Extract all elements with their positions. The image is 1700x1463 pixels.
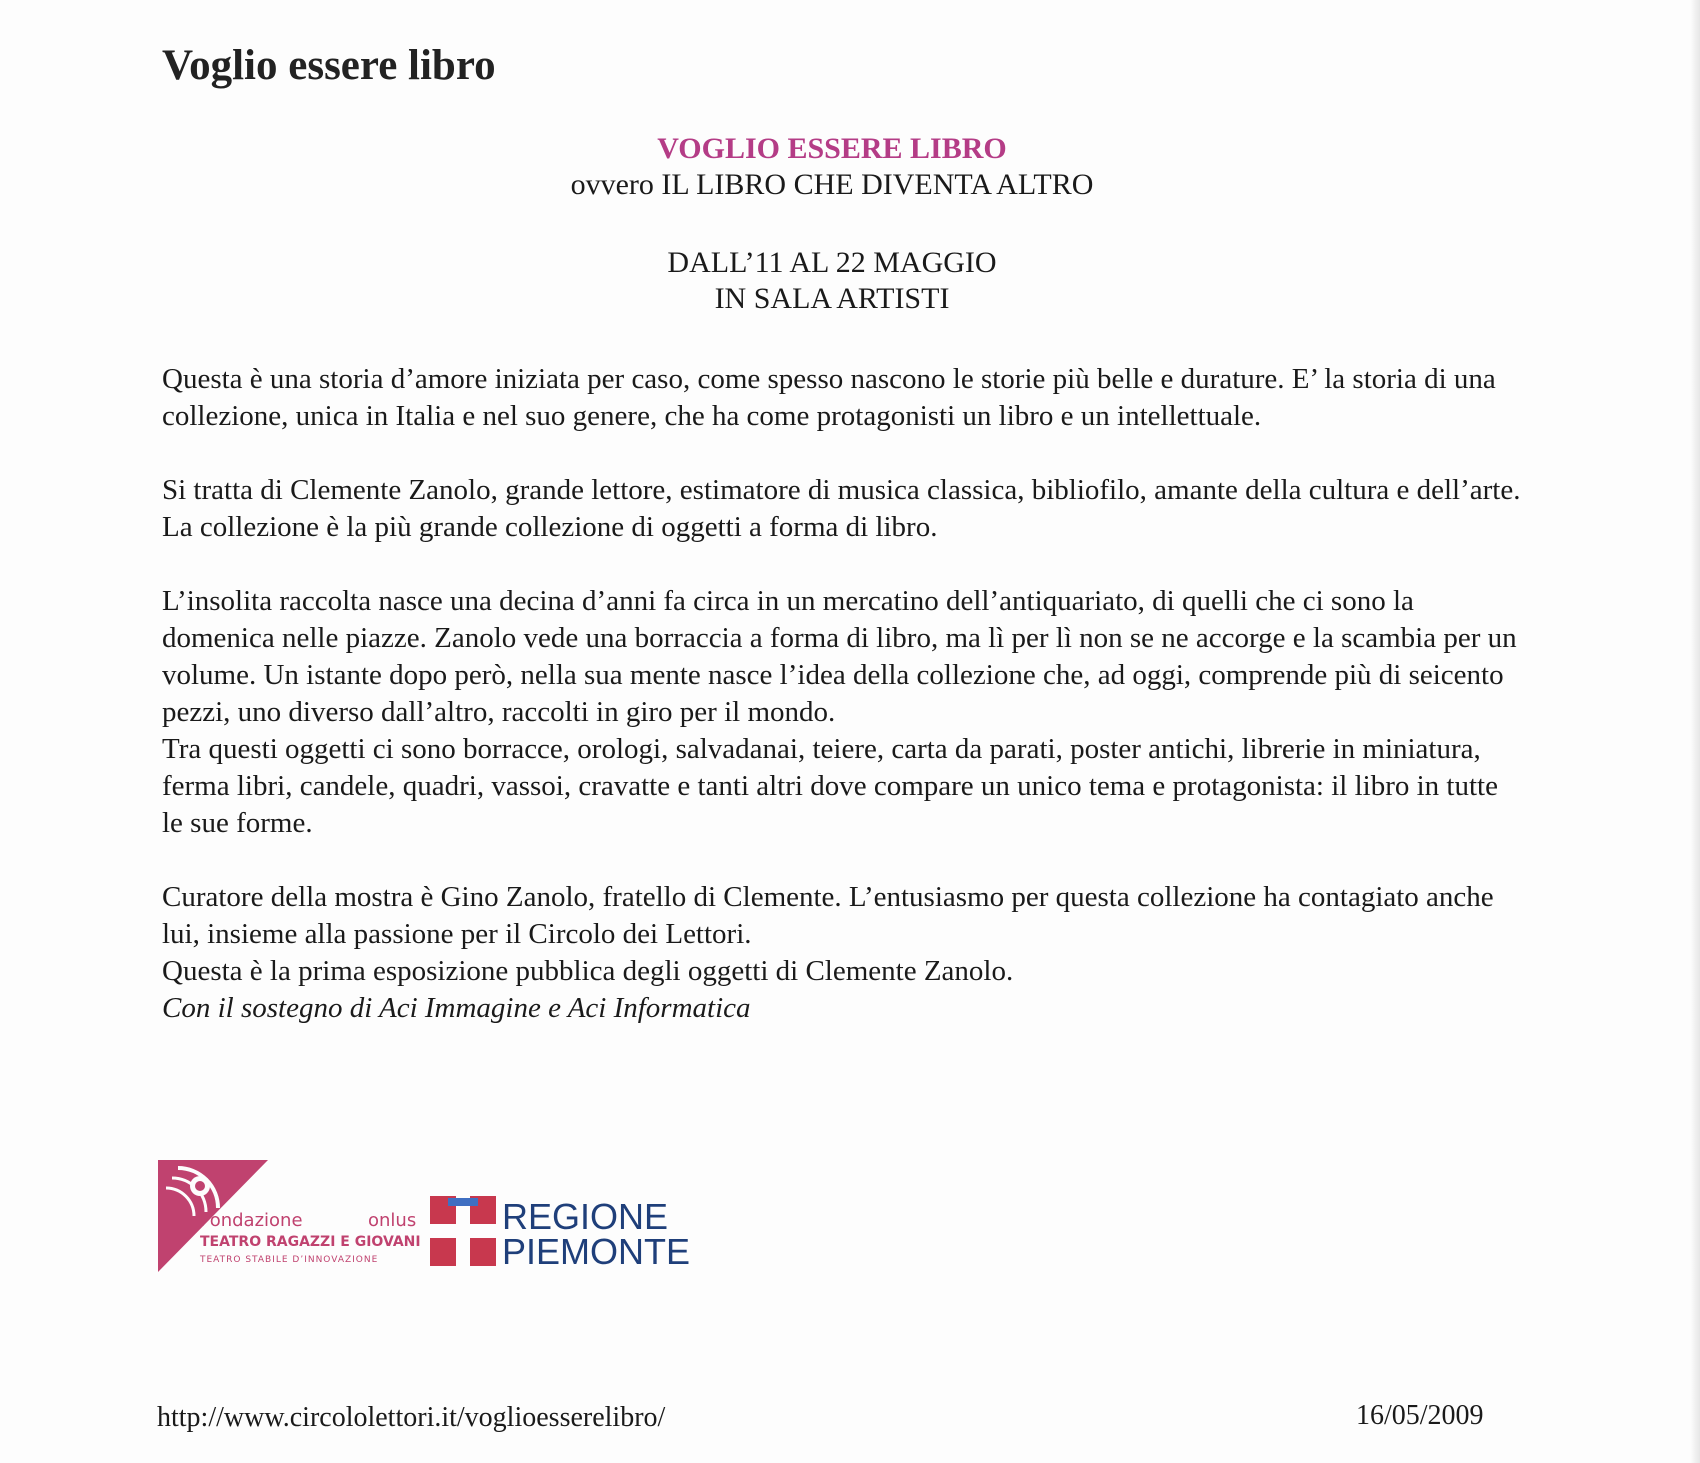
event-venue: IN SALA ARTISTI bbox=[714, 282, 950, 315]
regione-label: REGIONE bbox=[502, 1196, 669, 1237]
paragraph-intro: Questa è una storia d’amore iniziata per caso, come spesso nascono le storie più belle e durature. E’ la storia di una collezione, unica in Italia e nel suo genere, che ha come protagonisti un libro e un intellettuale. bbox=[162, 363, 1496, 432]
paragraph-exhibition: Questa è la prima esposizione pubblica degli oggetti di Clemente Zanolo. bbox=[162, 955, 1014, 987]
regione-flag-icon bbox=[430, 1196, 496, 1266]
paragraph-collector: Si tratta di Clemente Zanolo, grande lettore, estimatore di musica classica, bibliofilo, amante della cultura e dell’arte. La collezione è la più grande collezione di oggetti a forma di libro. bbox=[162, 474, 1521, 543]
sponsor-credit: Con il sostegno di Aci Immagine e Aci Informatica bbox=[162, 992, 751, 1024]
article-body bbox=[162, 361, 1522, 1027]
paragraph-curator: Curatore della mostra è Gino Zanolo, fratello di Clemente. L’entusiasmo per questa collezione ha contagiato anche lui, insieme alla passione per il Circolo dei Lettori. bbox=[162, 881, 1494, 950]
event-title: VOGLIO ESSERE LIBRO bbox=[657, 132, 1007, 165]
fondazione-tagline: TEATRO STABILE D’INNOVAZIONE bbox=[200, 1255, 379, 1265]
event-dates: DALL’11 AL 22 MAGGIO bbox=[667, 246, 997, 279]
paragraph-origin: L’insolita raccolta nasce una decina d’anni fa circa in un mercatino dell’antiquariato, di quelli che ci sono la domenica nelle piazze. Zanolo vede una borraccia a forma di libro, ma lì per lì non se ne accorge e la scambia per un volume. Un istante dopo però, nella sua mente nasce l’idea della collezione che, ad oggi, comprende più di seicento pezzi, uno diverso dall’altro, raccolti in giro per il mondo. bbox=[162, 585, 1517, 728]
fondazione-logo bbox=[158, 1160, 424, 1272]
page-edge-shadow bbox=[1690, 0, 1700, 1463]
paragraph-objects: Tra questi oggetti ci sono borracce, orologi, salvadanai, teiere, carta da parati, poster antichi, librerie in miniatura, ferma libri, candele, quadri, vassoi, cravatte e tanti altri dove compare un unico tema e protagonista: il libro in tutte le sue forme. bbox=[162, 733, 1498, 839]
source-url: http://www.circololettori.it/voglioesserelibro/ bbox=[157, 1402, 666, 1433]
fondazione-name: TEATRO RAGAZZI E GIOVANI bbox=[200, 1234, 421, 1250]
regione-piemonte-logo bbox=[430, 1196, 691, 1272]
event-subtitle: ovvero IL LIBRO CHE DIVENTA ALTRO bbox=[570, 168, 1094, 201]
print-date: 16/05/2009 bbox=[1356, 1400, 1484, 1431]
piemonte-label: PIEMONTE bbox=[502, 1231, 691, 1272]
fondazione-onlus: onlus bbox=[368, 1210, 417, 1231]
page-title: Voglio essere libro bbox=[162, 42, 496, 89]
fondazione-label: Fondazione bbox=[200, 1210, 303, 1231]
